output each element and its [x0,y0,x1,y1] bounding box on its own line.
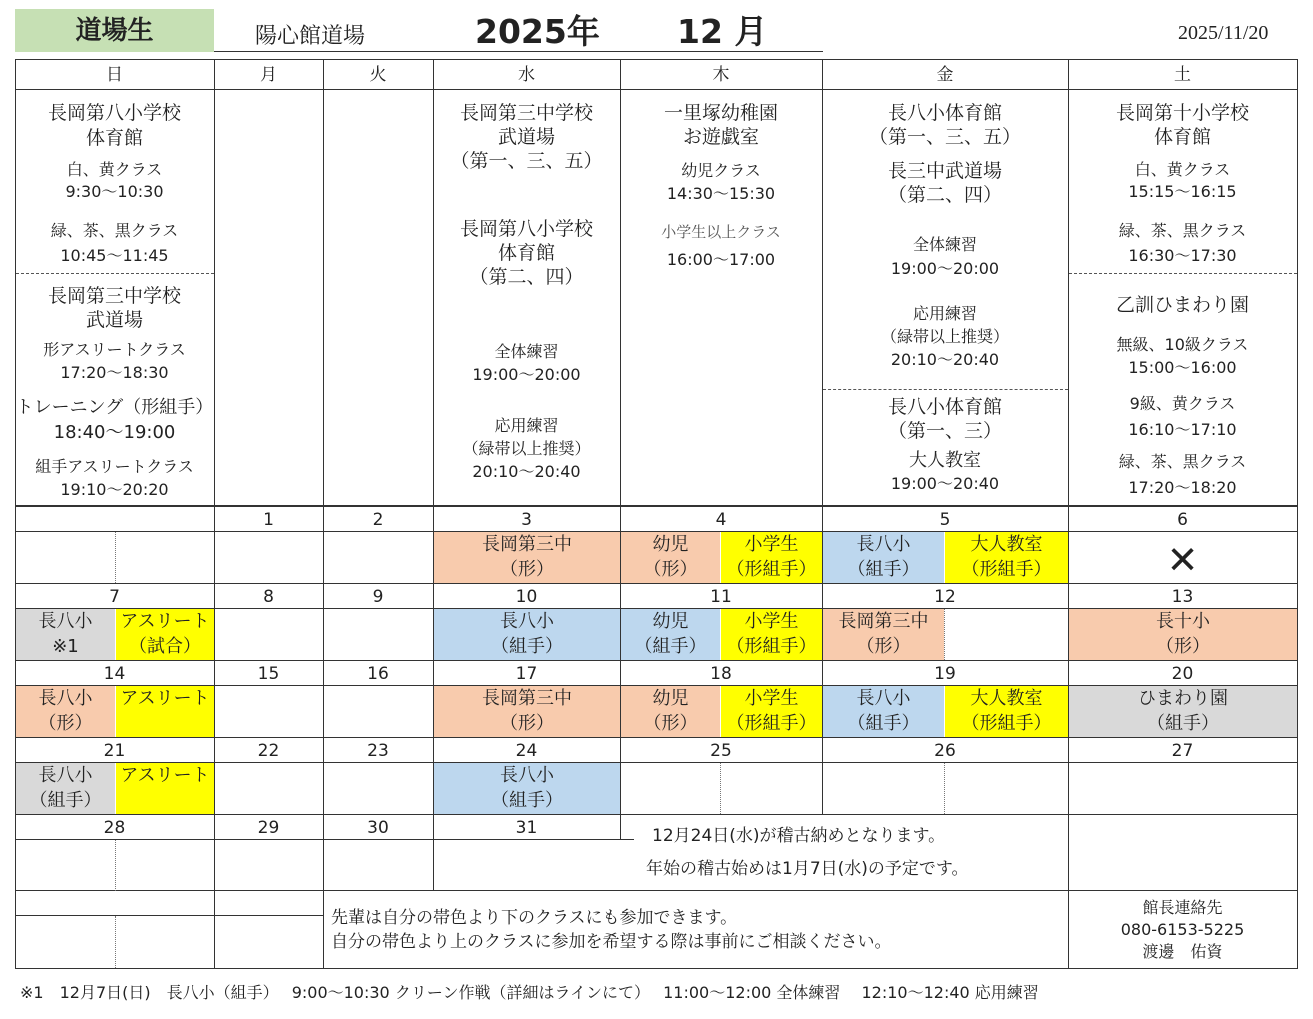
event-cell: 長八小 （組手） [434,609,620,660]
event-cell: アスリート [116,763,214,814]
schedule-sat-class1: 白、黄クラス 15:15～16:15 [1128,160,1237,201]
schedule-fri-class3: 大人教室 19:00～20:40 [890,450,1000,493]
day-number: 26 [934,741,956,761]
note-rule-2: 自分の帯色より上のクラスに参加を希望する際は事前にご相談ください。 [331,932,892,952]
day-number: 21 [103,741,126,761]
event-cell: ひまわり園 （組手） [1069,686,1297,737]
schedule-fri-venue3: 長八小体育館 （第一、三） [887,396,1002,442]
event-cell: 幼児 （組手） [621,609,720,660]
event-cell: 小学生 （形組手） [721,686,822,737]
event-cell: 幼児 （形） [621,686,720,737]
day-number: 12 [934,587,956,607]
badge-label: 道場生 [75,16,154,46]
event-cell: アスリート [116,686,214,737]
schedule-thu-venue: 一里塚幼稚園 お遊戯室 [663,102,778,148]
event-cell: 大人教室 （形組手） [945,686,1068,737]
event-cell: 長十小 （形） [1069,609,1297,660]
closed-x-icon: ✕ [1166,538,1199,582]
event-cell: 長岡第三中 （形） [434,532,620,583]
schedule-sat-class3: 無級、10級クラス 15:00～16:00 [1116,335,1249,377]
day-number: 14 [103,664,126,684]
weekday-mon: 月 [260,65,277,85]
contact-name: 渡邊 佑資 [1142,942,1223,961]
page-title-month: 12 月 [677,12,768,51]
day-number: 18 [710,664,732,684]
event-cell: 小学生 （形組手） [721,609,822,660]
event-cell: 長八小 ※1 [16,609,115,660]
schedule-wed-class2: 応用練習 （緑帯以上推奨） 20:10～20:40 [462,416,591,481]
schedule-thu-class1: 幼児クラス 14:30～15:30 [666,161,776,203]
day-number: 30 [367,818,389,838]
schedule-thu-class2: 小学生以上クラス 16:00～17:00 [661,223,781,269]
schedule-sat-class4: 9級、黄クラス 16:10～17:10 [1128,394,1237,439]
day-number: 2 [372,510,384,530]
day-number: 9 [372,587,384,607]
day-number: 19 [934,664,956,684]
day-number: 8 [263,587,274,607]
event-cell: 大人教室 （形組手） [945,532,1068,583]
weekday-thu: 木 [712,65,730,85]
page-title-year: 2025年 [475,12,600,51]
schedule-wed-class1: 全体練習 19:00～20:00 [472,342,581,384]
event-cell: 長八小 （組手） [823,686,944,737]
day-number: 10 [515,587,538,607]
event-cell: 長岡第三中 （形） [823,609,944,660]
schedule-sun-venue: 長岡第八小学校 体育館 [47,102,181,149]
day-number: 6 [1177,510,1188,530]
schedule-sat-class5: 緑、茶、黒クラス 17:20～18:20 [1118,452,1247,497]
day-number: 23 [367,741,389,761]
day-number: 27 [1171,741,1194,761]
day-number: 24 [515,741,538,761]
event-cell: 長八小 （組手） [823,532,944,583]
day-number: 31 [515,818,538,838]
weekday-sun: 日 [106,65,123,85]
event-cell: アスリート （試合） [116,609,214,660]
schedule-sun-venue2: 長岡第三中学校 武道場 [47,285,181,331]
event-cell: 幼児 （形） [621,532,720,583]
day-number: 5 [939,510,951,530]
schedule-sat-venue1: 長岡第十小学校 体育館 [1115,102,1249,148]
schedule-sun-class4: トレーニング（形組手） 18:40～19:00 [15,397,214,443]
schedule-sun-class2: 緑、茶、黒クラス 10:45～11:45 [50,221,179,265]
schedule-fri-class2: 応用練習 （緑帯以上推奨） 20:10～20:40 [880,304,1009,369]
note-rule-1: 先輩は自分の帯色より下のクラスにも参加できます。 [331,908,738,928]
day-number: 13 [1171,587,1194,607]
day-number: 4 [715,510,727,530]
event-cell: 長八小 （組手） [16,763,115,814]
contact-phone: 080-6153-5225 [1120,920,1245,939]
weekday-tue: 火 [369,65,387,85]
weekday-wed: 水 [518,65,535,85]
note-year-end: 12月24日(水)が稽古納めとなります。 [652,826,946,846]
schedule-sun-class5: 組手アスリートクラス 19:10～20:20 [35,457,194,499]
day-number: 3 [521,510,532,530]
day-number: 25 [710,741,732,761]
weekday-sat: 土 [1174,65,1191,85]
contact-title: 館長連絡先 [1142,898,1223,917]
day-number: 20 [1171,664,1194,684]
day-number: 28 [103,818,126,838]
note-new-year: 年始の稽古始めは1月7日(水)の予定です。 [646,859,969,879]
schedule-sun-class1: 白、黄クラス 9:30～10:30 [65,160,164,201]
day-number: 22 [257,741,280,761]
weekday-fri: 金 [936,65,954,85]
day-number: 11 [710,587,732,607]
event-cell: 長岡第三中 （形） [434,686,620,737]
schedule-sat-venue2: 乙訓ひまわり園 [1115,294,1249,316]
day-number: 7 [109,587,120,607]
day-number: 1 [263,510,274,530]
footnote: ※1 12月7日(日) 長八小（組手） 9:00～10:30 クリーン作戦（詳細はラインにて） 11:00～12:00 全体練習 12:10～12:40 応用練習 [20,983,1039,1002]
event-cell: 小学生 （形組手） [721,532,822,583]
day-number: 29 [257,818,280,838]
schedule-wed-venue1: 長岡第三中学校 武道場 （第一、三、五） [450,102,603,172]
dojo-name: 陽心館道場 [255,24,366,49]
event-cell: 長八小 （形） [16,686,115,737]
issue-date: 2025/11/20 [1178,22,1269,44]
schedule-fri-class1: 全体練習 19:00～20:00 [890,235,1000,278]
event-cell: 長八小 （組手） [434,763,620,814]
schedule-wed-venue2: 長岡第八小学校 体育館 （第二、四） [459,218,593,288]
schedule-fri-venue2: 長三中武道場 （第二、四） [887,160,1002,206]
day-number: 16 [367,664,389,684]
schedule-fri-venue1: 長八小体育館 （第一、三、五） [868,102,1021,148]
schedule-sun-class3: 形アスリートクラス 17:20～18:30 [43,340,186,382]
day-number: 17 [515,664,538,684]
schedule-sat-class2: 緑、茶、黒クラス 16:30～17:30 [1118,221,1247,265]
day-number: 15 [257,664,280,684]
